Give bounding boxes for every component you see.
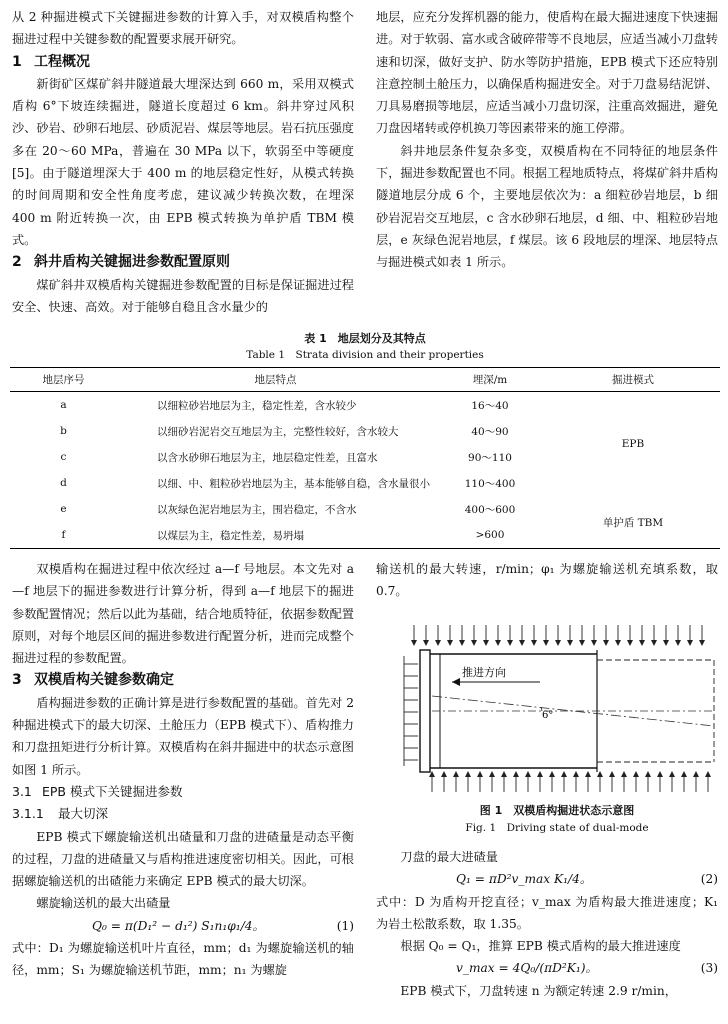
table-row: f 以煤层为主，稳定性差，易坍塌 >600	[10, 522, 720, 549]
paragraph: 双模盾构在掘进过程中依次经过 a—f 号地层。本文先对 a—f 地层下的掘进参数进行计算分析，得到 a—f 地层下的掘进参数配置情况；然后以此为基础，结合地质特征，依据参数配置原则，对每个地层区间的掘进参数进行配置分析，进而完成整个掘进过程的参数配置。	[12, 562, 354, 666]
header-cell: 掘进模式	[612, 374, 654, 386]
figure-caption-en: Fig. 1 Driving state of dual-mode	[465, 822, 649, 834]
top-pressure-arrows	[414, 625, 702, 642]
right-column-bottom-b	[376, 846, 718, 1002]
section-heading-2: 2 斜井盾构关键掘进参数配置原则	[12, 254, 230, 271]
left-column-top	[12, 6, 354, 318]
header-cell: 地层特点	[254, 374, 297, 386]
tunnel-axis	[432, 696, 714, 726]
equation-3: v_max = 4Q₀/(πD²K₁)。 (3)	[456, 961, 718, 976]
left-column-bottom	[12, 558, 354, 982]
paragraph: EPB 模式下螺旋输送机出碴量和刀盘的进碴量是动态平衡的过程，刀盘的进碴量又与盾构推进速度密切相关。因此，可根据螺旋输送机的出碴能力来确定 EPB 模式的最大切深。	[12, 829, 354, 889]
face-pressure-arrows	[404, 656, 418, 766]
paragraph: 盾构掘进参数的正确计算是进行参数配置的基础。首先对 2 种掘进模式下的最大切深、土舱压力（EPB 模式下）、盾构推力和刀盘扭矩进行分析计算。双模盾构在斜井掘进中的状态示意图如图 1 所示。	[12, 695, 354, 777]
table-1	[10, 330, 720, 549]
paragraph: 刀盘的最大进碴量	[400, 850, 498, 864]
section-heading-3-1-1: 3.1.1 最大切深	[12, 806, 109, 822]
paragraph: 螺旋输送机的最大出碴量	[36, 896, 171, 911]
shield-diagram	[392, 620, 722, 800]
right-column-top	[376, 6, 718, 274]
strata-table	[10, 367, 720, 549]
paragraph: 煤矿斜井双模盾构关键掘进参数配置的目标是保证掘进过程安全、快速、高效。对于能够自稳且含水量少的	[12, 277, 354, 314]
header-cell: 埋深/m	[472, 374, 508, 386]
mode-cell-tbm: 单护盾 TBM	[602, 516, 664, 529]
push-direction-label: 推进方向	[462, 666, 506, 679]
paragraph: 根据 Q₀ = Q₁，推算 EPB 模式盾构的最大推进速度	[400, 939, 681, 954]
right-column-bottom-a	[376, 558, 718, 603]
table-header-row	[10, 368, 720, 392]
table-row: c 以含水砂卵石地层为主，地层稳定性差，且富水 90～110	[60, 451, 512, 464]
equation-2: Q₁ = πD²v_max K₁/4。 (2)	[456, 872, 718, 887]
table-row: b 以细砂岩泥岩交互地层为主，完整性较好，含水较大 40～90	[60, 425, 509, 438]
paragraph: 斜井地层条件复杂多变，双模盾构在不同特征的地层条件下，掘进参数配置也不同。根据工程地质特点，将煤矿斜井盾构隧道地层分成 6 个，主要地层依次为：a 细粒砂岩地层，b 细砂岩泥岩交互地层，c 含水砂卵石地层，d 细、中、粗粒砂岩地层，e 灰绿色泥岩地层，f 煤层。该 6 段地层的埋深、地层特点与掘进模式如表 1 所示。	[376, 143, 718, 270]
figure-1	[392, 620, 722, 836]
bottom-pressure-arrows	[432, 775, 708, 792]
figure-caption-cn: 图 1 双模盾构掘进状态示意图	[479, 804, 635, 817]
paragraph: 输送机的最大转速，r/min；φ₁ 为螺旋输送机充填系数，取 0.7。	[376, 562, 718, 599]
mode-cell-epb: EPB	[621, 438, 645, 450]
paragraph: 地层，应充分发挥机器的能力，使盾构在最大掘进速度下快速掘进。对于软弱、富水或含破碎带等不良地层，应适当减小刀盘转速和切深，做好支护、防水等防护措施，EPB 模式下还应特别注意控制土舱压力，以确保盾构掘进安全。对于刀盘易结泥饼、刀具易磨损等地层，应适当减小刀盘切深，注重高效掘进，避免刀盘因堵转或停机换刀等因素带来的施工停滞。	[376, 10, 718, 136]
equation-1: Q₀ = π(D₁² − d₁²) S₁n₁φ₁/4。 (1)	[92, 918, 354, 933]
table-row: e 以灰绿色泥岩地层为主，围岩稳定，不含水 400～600 单护盾 TBM	[10, 496, 720, 522]
paragraph: EPB 模式下，刀盘转速 n 为额定转速 2.9 r/min，	[400, 983, 677, 998]
table-caption-en: Table 1 Strata division and their properties	[246, 349, 484, 361]
paragraph: 式中：D₁ 为螺旋输送机叶片直径，mm；d₁ 为螺旋输送机的轴径，mm；S₁ 为螺旋输送机节距，mm；n₁ 为螺旋	[12, 941, 354, 978]
section-heading-3: 3 双模盾构关键参数确定	[12, 672, 174, 689]
table-row: d 以细、中、粗粒砂岩地层为主，基本能够自稳，含水量很小 110～400	[60, 477, 516, 490]
cutterhead	[420, 650, 430, 772]
table-caption-cn: 表 1 地层划分及其特点	[304, 332, 426, 345]
table-row: a 以细粒砂岩地层为主，稳定性差，含水较少 16～40 EPB	[10, 392, 720, 419]
header-cell: 地层序号	[42, 374, 85, 386]
section-heading-1: 1 工程概况	[12, 53, 90, 70]
paragraph: 式中：D 为盾构开挖直径；v_max 为盾构最大推进速度；K₁ 为岩土松散系数，取 1.35。	[376, 894, 718, 931]
push-arrow-head	[452, 678, 460, 686]
angle-label: 6°	[542, 710, 554, 721]
top-arrow-heads	[411, 640, 705, 646]
paragraph: 新街矿区煤矿斜井隧道最大埋深达到 660 m，采用双模式盾构 6°下坡连续掘进，隧道长度超过 6 km。斜井穿过风积沙、砂岩、砂卵石地层、砂质泥岩、煤层等地层。岩石抗压强度多在 20～60 MPa，普遍在 30 MPa 以下，软弱至中等硬度[5]。由于隧道埋深大于 400 m 的地层稳定性好，从模式转换的时间周期和安全性角度考虑，建议减少转换次数，在埋深 400 m 附近转换一次，由 EPB 模式转换为单护盾 TBM 模式。	[12, 76, 354, 247]
paragraph: 从 2 种掘进模式下关键掘进参数的计算入手，对双模盾构整个掘进过程中关键参数的配置要求展开研究。	[12, 10, 354, 47]
bottom-arrow-heads	[429, 771, 711, 777]
section-heading-3-1: 3.1 EPB 模式下关键掘进参数	[12, 783, 183, 799]
